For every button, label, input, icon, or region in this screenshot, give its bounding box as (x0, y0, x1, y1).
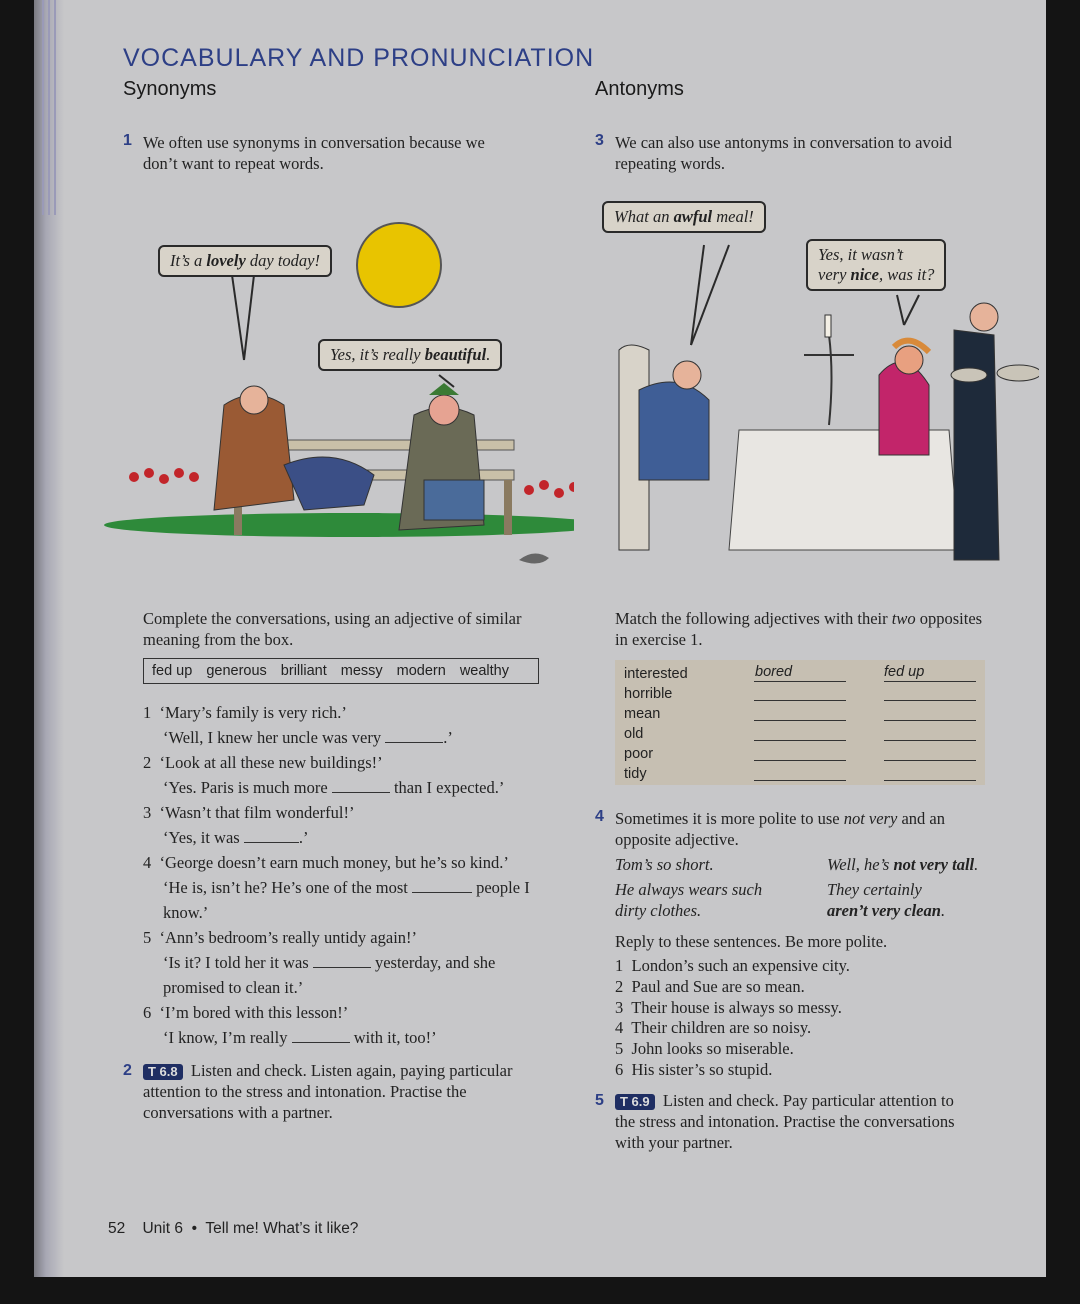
spine-mark (48, 0, 50, 215)
exercise-5-text: T 6.9 Listen and check. Pay particular attention to the stress and intonation. Practise the conversations with your partner. (615, 1091, 955, 1152)
exercise-1-intro: We often use synonyms in conversation because we don’t want to repeat words. (143, 133, 485, 173)
unit-label: Unit 6 (142, 1220, 183, 1237)
conversation-item: ‘He is, isn’t he? He’s one of the most people I (163, 878, 530, 897)
sentence-list (615, 956, 850, 1081)
sentence-item: 3 Their house is always so messy. (615, 997, 842, 1017)
conversation-item: know.’ (163, 903, 209, 922)
adjective-item: old (624, 726, 644, 742)
word-box-item: fed up (152, 663, 193, 679)
answer-line (884, 760, 976, 761)
word-box-item: brilliant (280, 663, 327, 679)
answer-line (884, 740, 976, 741)
exercise-3-intro: We can also use antonyms in conversation to avoid repeating words. (615, 133, 952, 173)
adjective-item: horrible (624, 686, 673, 702)
answer-line (754, 760, 846, 761)
conversation-item: 2 ‘Look at all these new buildings!’ (143, 753, 383, 772)
audio-track-badge: T 6.9 (615, 1094, 655, 1110)
reply-instruction: Reply to these sentences. Be more polite. (615, 932, 888, 951)
adjective-item: mean (624, 706, 661, 722)
word-box-item: wealthy (459, 663, 509, 679)
word-box-item: messy (340, 663, 383, 679)
answer-line (754, 700, 846, 701)
sentence-item: 1 London’s such an expensive city. (615, 956, 850, 975)
word-box-item: modern (396, 663, 446, 679)
adjective-item: interested (624, 666, 688, 682)
exercise-number: 3 (595, 132, 604, 149)
word-box (143, 658, 539, 684)
conversation-item: ‘I know, I’m really with it, too!’ (163, 1028, 437, 1047)
conversation-item: ‘Is it? I told her it was yesterday, and she (163, 953, 496, 972)
conversation-item: 4 ‘George doesn’t earn much money, but he’s so kind.’ (143, 853, 509, 872)
word-box-item: generous (206, 663, 267, 679)
exercise-number: 4 (595, 808, 604, 825)
synonyms-heading: Synonyms (123, 78, 217, 100)
conversation-item: 3 ‘Wasn’t that film wonderful!’ (143, 803, 355, 822)
answer-example-1: bored (755, 664, 793, 680)
conversation-list (143, 700, 593, 1050)
answer-example-2: fed up (884, 664, 925, 680)
sentence-item: 5 John looks so miserable. (615, 1039, 794, 1059)
example-reply: Well, he’s not very tall. They certainly aren’t very clean. (827, 855, 979, 920)
sentence-item: 4 Their children are so noisy. (615, 1018, 812, 1038)
answer-line (754, 780, 846, 781)
textbook-page (34, 0, 1046, 1277)
exercise-4-intro: Sometimes it is more polite to use not very and an opposite adjective. (615, 809, 945, 849)
conversation-item: 1 ‘Mary’s family is very rich.’ (143, 703, 347, 722)
page-spine (34, 0, 64, 1277)
spine-mark (42, 0, 44, 215)
complete-instructions: Complete the conversations, using an adjective of similar meaning from the box. (143, 609, 522, 649)
exercise-number: 1 (123, 132, 132, 149)
conversation-item: 6 ‘I’m bored with this lesson!’ (143, 1003, 349, 1022)
conversation-item: ‘Yes. Paris is much more than I expected.’ (163, 778, 505, 797)
answer-line (884, 700, 976, 701)
audio-track-badge: T 6.8 (143, 1064, 183, 1080)
exercise-2-text: T 6.8 Listen and check. Listen again, paying particular attention to the stress and intonation. Practise the conversations with a partner. (143, 1061, 513, 1122)
answer-line (884, 780, 976, 781)
example-statement: Tom’s so short. He always wears such dirty clothes. (615, 855, 763, 920)
section-title: VOCABULARY AND PRONUNCIATION (123, 44, 595, 72)
speech-bubble-awful: What an awful meal! (602, 201, 766, 233)
answer-line (884, 681, 976, 682)
answer-line (754, 681, 846, 682)
conversation-item: 5 ‘Ann’s bedroom’s really untidy again!’ (143, 928, 418, 947)
exercise-number: 5 (595, 1092, 604, 1109)
adjective-item: tidy (624, 766, 647, 782)
answer-line (754, 720, 846, 721)
page-footer (108, 1220, 358, 1238)
speech-bubble-beautiful: Yes, it’s really beautiful. (318, 339, 502, 371)
adjective-item: poor (624, 746, 654, 762)
conversation-item: ‘Yes, it was .’ (163, 828, 309, 847)
answer-line (884, 720, 976, 721)
antonyms-heading: Antonyms (595, 78, 684, 100)
match-instructions: Match the following adjectives with their two opposites in exercise 1. (615, 609, 983, 649)
spine-mark (54, 0, 56, 215)
conversation-item: ‘Well, I knew her uncle was very .’ (163, 728, 453, 747)
speech-bubble-lovely: It’s a lovely day today! (158, 245, 332, 277)
sentence-item: 6 His sister’s so stupid. (615, 1059, 773, 1079)
page-number: 52 (108, 1220, 126, 1237)
conversation-item: promised to clean it.’ (163, 978, 304, 997)
answer-line (754, 740, 846, 741)
unit-title: Tell me! What’s it like? (205, 1220, 359, 1237)
exercise-number: 2 (123, 1062, 132, 1079)
sentence-item: 2 Paul and Sue are so mean. (615, 976, 805, 996)
adjective-list (624, 664, 688, 784)
footer-separator: • (191, 1220, 198, 1237)
speech-bubble-nice: Yes, it wasn’t very nice, was it? (806, 239, 946, 291)
